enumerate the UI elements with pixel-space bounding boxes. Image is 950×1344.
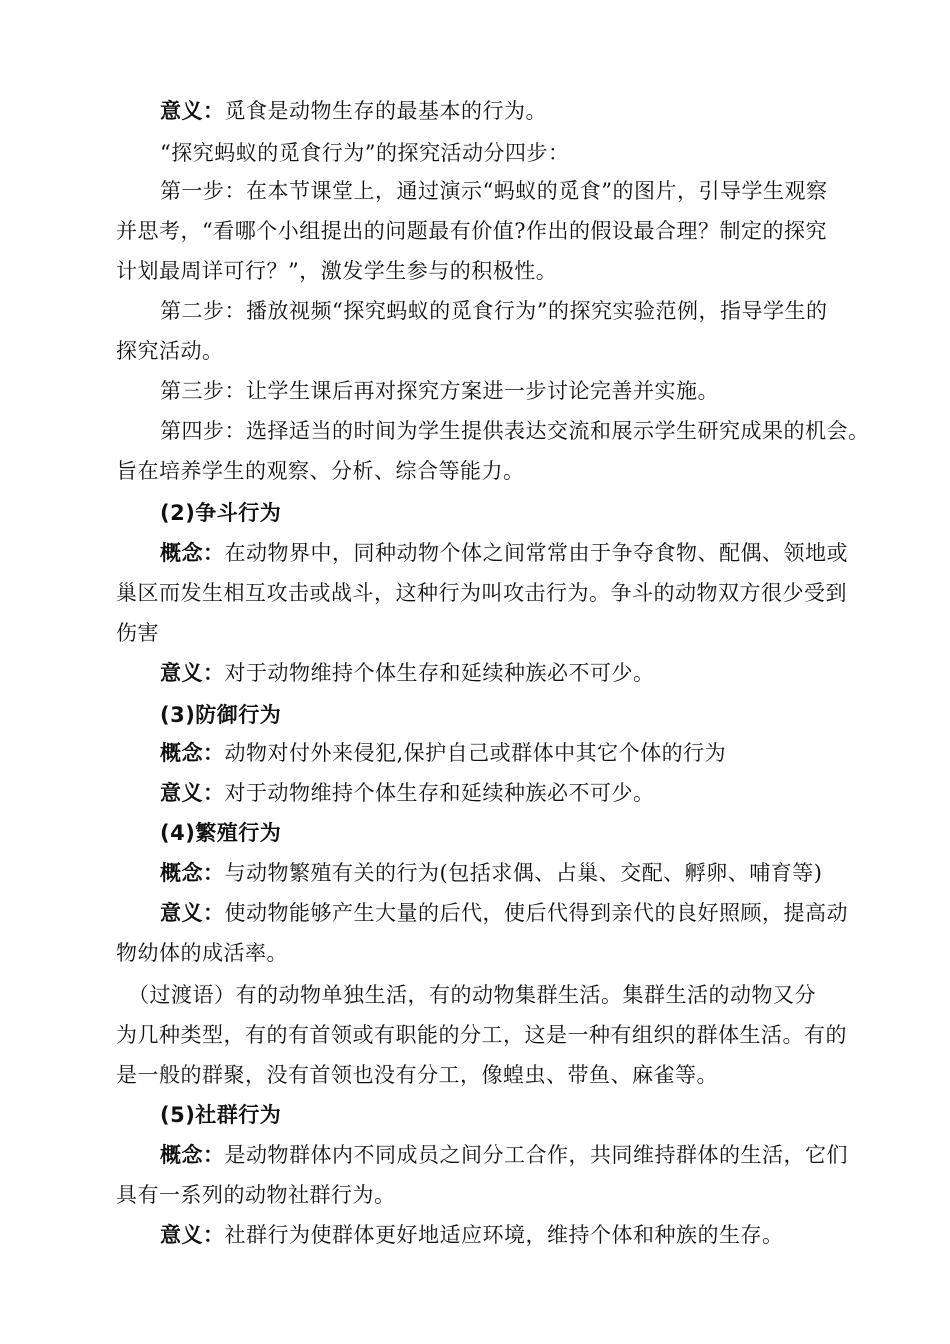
social-concept-line1 bbox=[160, 1140, 910, 1170]
concept-label: 概念： bbox=[160, 861, 225, 885]
concept-label: 概念： bbox=[160, 541, 225, 565]
fight-concept-line1 bbox=[160, 538, 910, 568]
section-heading-fight: (2)争斗行为 bbox=[160, 501, 282, 525]
meaning-text: 对于动物维持个体生存和延续种族必不可少。 bbox=[224, 781, 655, 805]
reproduction-meaning-line2: 物幼体的成活率。 bbox=[116, 941, 288, 965]
meaning-label: 意义： bbox=[160, 99, 225, 123]
meaning-text: 使动物能够产生大量的后代，使后代得到亲代的良好照顾，提高动 bbox=[224, 901, 848, 925]
section-heading-social: (5)社群行为 bbox=[160, 1103, 282, 1127]
concept-text: 是动物群体内不同成员之间分工合作，共同维持群体的生活，它们 bbox=[224, 1143, 848, 1167]
defense-meaning bbox=[160, 778, 910, 808]
reproduction-meaning-line1 bbox=[160, 898, 910, 928]
meaning-label: 意义： bbox=[160, 781, 225, 805]
step4-line2: 旨在培养学生的观察、分析、综合等能力。 bbox=[116, 459, 525, 483]
meaning-label: 意义： bbox=[160, 1223, 225, 1247]
social-concept-line2: 具有一系列的动物社群行为。 bbox=[116, 1183, 396, 1207]
meaning-label: 意义： bbox=[160, 901, 225, 925]
transition-line3: 是一般的群聚，没有首领也没有分工，像蝗虫、带鱼、麻雀等。 bbox=[116, 1063, 718, 1087]
concept-text: 动物对付外来侵犯,保护自己或群体中其它个体的行为 bbox=[224, 741, 727, 765]
step1-line3: 计划最周详可行？”，激发学生参与的积极性。 bbox=[116, 259, 558, 283]
concept-text: 在动物界中，同种动物个体之间常常由于争夺食物、配偶、领地或 bbox=[224, 541, 848, 565]
concept-text: 与动物繁殖有关的行为(包括求偶、占巢、交配、孵卵、哺育等) bbox=[224, 861, 823, 885]
fight-concept-line2: 巢区而发生相互攻击或战斗，这种行为叫攻击行为。争斗的动物双方很少受到 bbox=[116, 581, 847, 605]
social-meaning bbox=[160, 1220, 910, 1250]
meaning-text: 社群行为使群体更好地适应环境，维持个体和种族的生存。 bbox=[224, 1223, 784, 1247]
defense-concept bbox=[160, 738, 910, 768]
concept-label: 概念： bbox=[160, 1143, 225, 1167]
fight-concept-line3: 伤害 bbox=[116, 621, 159, 645]
concept-label: 概念： bbox=[160, 741, 225, 765]
step4-line1: 第四步：选择适当的时间为学生提供表达交流和展示学生研究成果的机会。 bbox=[160, 419, 870, 443]
step1-line1: 第一步：在本节课堂上，通过演示“蚂蚁的觅食”的图片，引导学生观察 bbox=[160, 179, 828, 203]
feeding-intro: “探究蚂蚁的觅食行为”的探究活动分四步： bbox=[160, 141, 570, 165]
transition-line2: 为几种类型，有的有首领或有职能的分工，这是一种有组织的群体生活。有的 bbox=[116, 1023, 847, 1047]
fight-meaning bbox=[160, 658, 910, 688]
step2-line1: 第二步：播放视频“探究蚂蚁的觅食行为”的探究实验范例，指导学生的 bbox=[160, 299, 828, 323]
section-heading-defense: (3)防御行为 bbox=[160, 703, 282, 727]
transition-line1: （过渡语）有的动物单独生活，有的动物集群生活。集群生活的动物又分 bbox=[128, 983, 816, 1007]
meaning-text: 对于动物维持个体生存和延续种族必不可少。 bbox=[224, 661, 655, 685]
section-heading-reproduction: (4)繁殖行为 bbox=[160, 821, 282, 845]
reproduction-concept bbox=[160, 858, 910, 888]
step2-line2: 探究活动。 bbox=[116, 339, 224, 363]
step3: 第三步：让学生课后再对探究方案进一步讨论完善并实施。 bbox=[160, 379, 719, 403]
step1-line2: 并思考，“看哪个小组提出的问题最有价值?作出的假设最合理？制定的探究 bbox=[116, 219, 827, 243]
meaning-text: 觅食是动物生存的最基本的行为。 bbox=[224, 99, 547, 123]
feeding-meaning bbox=[160, 96, 910, 126]
meaning-label: 意义： bbox=[160, 661, 225, 685]
